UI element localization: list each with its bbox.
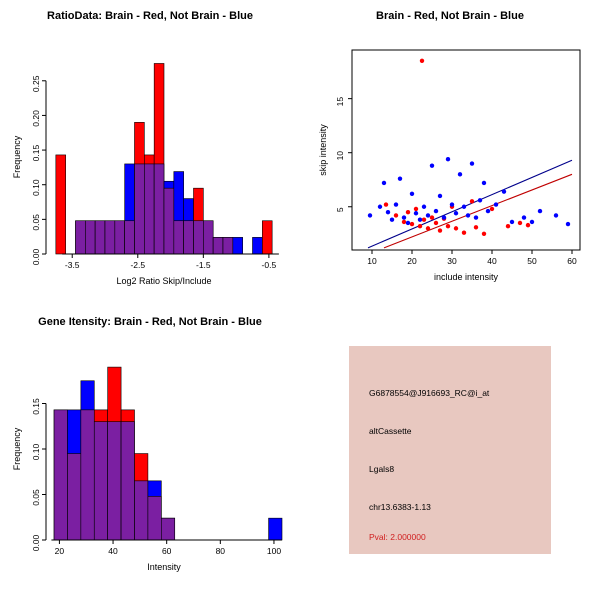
info-line-pval: Pval: 2.000000 <box>369 532 426 542</box>
scatter-point <box>474 225 478 229</box>
histogram-bar-overlap <box>81 410 94 540</box>
panel-ratio-histogram <box>0 0 300 300</box>
y-tick-label: 0.00 <box>31 248 41 266</box>
scatter-point <box>384 202 388 206</box>
y-axis-label: Frequency <box>12 135 22 179</box>
scatter-point <box>406 210 410 214</box>
scatter-point <box>406 221 410 225</box>
plot-frame <box>352 50 580 250</box>
y-axis-label: skip intensity <box>318 124 328 176</box>
histogram-bar <box>269 518 282 540</box>
scatter-point <box>554 213 558 217</box>
panel-scatter <box>300 0 600 300</box>
info-line-event: altCassette <box>369 426 412 436</box>
histogram-bar-overlap <box>135 481 148 540</box>
x-tick-label: 50 <box>527 256 537 266</box>
ratio-histogram-title: RatioData: Brain - Red, Not Brain - Blue <box>47 10 253 22</box>
x-tick-label: 60 <box>567 256 577 266</box>
scatter-point <box>418 218 422 222</box>
histogram-bar-overlap <box>203 221 213 254</box>
scatter-point <box>526 223 530 227</box>
histogram-bar <box>262 221 272 254</box>
scatter-point <box>482 232 486 236</box>
info-line-probe: G6878554@J916693_RC@i_at <box>369 388 490 398</box>
scatter-point <box>566 222 570 226</box>
scatter-point <box>486 209 490 213</box>
scatter-point <box>458 172 462 176</box>
histogram-bar-overlap <box>125 221 135 254</box>
scatter-point <box>418 224 422 228</box>
histogram-bar-overlap <box>94 422 107 540</box>
y-tick-label: 0.10 <box>31 443 41 461</box>
x-tick-label: -0.5 <box>261 260 277 270</box>
histogram-bar-overlap <box>85 221 95 254</box>
histogram-bar-overlap <box>194 221 204 254</box>
intensity-histogram-title: Gene Itensity: Brain - Red, Not Brain - Blue <box>38 316 262 328</box>
histogram-bar <box>233 237 243 254</box>
y-tick-label: 5 <box>335 207 345 213</box>
scatter-point <box>474 215 478 219</box>
scatter-point <box>426 213 430 217</box>
histogram-bar-overlap <box>121 422 134 540</box>
scatter-point <box>502 189 506 193</box>
panel-intensity-histogram <box>0 300 300 600</box>
histogram-bar-overlap <box>164 188 174 254</box>
scatter-point <box>454 211 458 215</box>
scatter-point <box>446 224 450 228</box>
scatter-point <box>462 205 466 209</box>
scatter-point <box>394 202 398 206</box>
y-tick-label: 0.15 <box>31 398 41 415</box>
scatter-point <box>426 226 430 230</box>
histogram-bar-overlap <box>67 454 80 540</box>
histogram-bar-overlap <box>108 422 121 540</box>
scatter-point <box>430 215 434 219</box>
scatter-point <box>402 220 406 224</box>
regression-line <box>384 174 572 248</box>
scatter-point <box>434 209 438 213</box>
scatter-point <box>368 213 372 217</box>
scatter-point <box>420 59 424 63</box>
histogram-bar-overlap <box>148 496 161 540</box>
scatter-point <box>434 221 438 225</box>
y-tick-label: 15 <box>335 96 345 107</box>
scatter-point <box>442 215 446 219</box>
scatter-point <box>382 181 386 185</box>
scatter-point <box>390 218 394 222</box>
y-tick-label: 0.10 <box>31 179 41 196</box>
x-tick-label: 40 <box>108 546 118 556</box>
histogram-bar-overlap <box>105 221 115 254</box>
y-tick-label: 0.05 <box>31 489 41 506</box>
scatter-point <box>410 192 414 196</box>
info-line-locus: chr13.6383-1.13 <box>369 502 431 512</box>
scatter-point <box>470 161 474 165</box>
scatter-point <box>494 202 498 206</box>
x-axis-label: Intensity <box>147 562 181 572</box>
x-tick-label: 20 <box>54 546 65 556</box>
x-tick-label: -1.5 <box>196 260 211 270</box>
x-tick-label: 100 <box>266 546 282 556</box>
x-tick-label: 60 <box>161 546 172 556</box>
scatter-point <box>414 211 418 215</box>
histogram-bar-overlap <box>54 410 67 540</box>
y-tick-label: 0.20 <box>31 110 41 127</box>
histogram-bar-overlap <box>115 221 125 254</box>
histogram-bar <box>253 237 263 254</box>
regression-line <box>368 160 572 248</box>
gene-info-box <box>349 346 551 554</box>
scatter-point <box>446 157 450 161</box>
scatter-point <box>422 218 426 222</box>
scatter-point <box>530 220 534 224</box>
histogram-bar-overlap <box>174 221 184 254</box>
scatter-plot <box>300 22 600 292</box>
histogram-bar-overlap <box>76 221 86 254</box>
scatter-point <box>470 199 474 203</box>
ratio-histogram-plot <box>0 22 300 292</box>
histogram-bar-overlap <box>223 237 233 254</box>
scatter-point <box>430 163 434 167</box>
scatter-point <box>462 231 466 235</box>
scatter-point <box>438 194 442 198</box>
scatter-point <box>522 215 526 219</box>
y-tick-label: 10 <box>335 150 345 161</box>
scatter-point <box>466 213 470 217</box>
scatter-point <box>506 224 510 228</box>
histogram-bar-overlap <box>135 164 145 254</box>
scatter-point <box>454 226 458 230</box>
histogram-bar-overlap <box>161 518 174 540</box>
x-tick-label: -2.5 <box>130 260 146 270</box>
scatter-point <box>490 207 494 211</box>
scatter-point <box>410 222 414 226</box>
x-tick-label: 30 <box>447 256 457 266</box>
x-tick-label: 80 <box>215 546 226 556</box>
histogram-bar-overlap <box>154 164 164 254</box>
scatter-point <box>518 221 522 225</box>
scatter-point <box>414 207 418 211</box>
scatter-point <box>422 205 426 209</box>
x-tick-label: 10 <box>367 256 377 266</box>
histogram-bar-overlap <box>184 221 194 254</box>
x-tick-label: 20 <box>407 256 417 266</box>
histogram-bar-overlap <box>213 237 223 254</box>
scatter-point <box>450 202 454 206</box>
scatter-point <box>510 220 514 224</box>
y-axis-label: Frequency <box>12 427 22 471</box>
x-tick-label: 40 <box>487 256 497 266</box>
scatter-title: Brain - Red, Not Brain - Blue <box>376 10 524 22</box>
histogram-bar <box>56 155 66 254</box>
scatter-point <box>402 215 406 219</box>
histogram-bar-overlap <box>144 164 154 254</box>
y-tick-label: 0.15 <box>31 144 41 162</box>
scatter-point <box>394 213 398 217</box>
y-tick-label: 0.05 <box>31 214 41 231</box>
scatter-point <box>438 228 442 232</box>
scatter-point <box>538 209 542 213</box>
x-axis-label: Log2 Ratio Skip/Include <box>116 276 212 286</box>
scatter-point <box>386 210 390 214</box>
y-tick-label: 0.25 <box>31 75 41 93</box>
intensity-histogram-plot <box>0 328 300 592</box>
info-line-gene: Lgals8 <box>369 464 395 474</box>
x-axis-label: include intensity <box>433 272 499 282</box>
y-tick-label: 0.00 <box>31 534 41 552</box>
histogram-bar-overlap <box>95 221 105 254</box>
x-tick-label: -3.5 <box>64 260 80 270</box>
scatter-point <box>478 198 482 202</box>
scatter-point <box>482 181 486 185</box>
scatter-point <box>378 205 382 209</box>
scatter-point <box>398 176 402 180</box>
